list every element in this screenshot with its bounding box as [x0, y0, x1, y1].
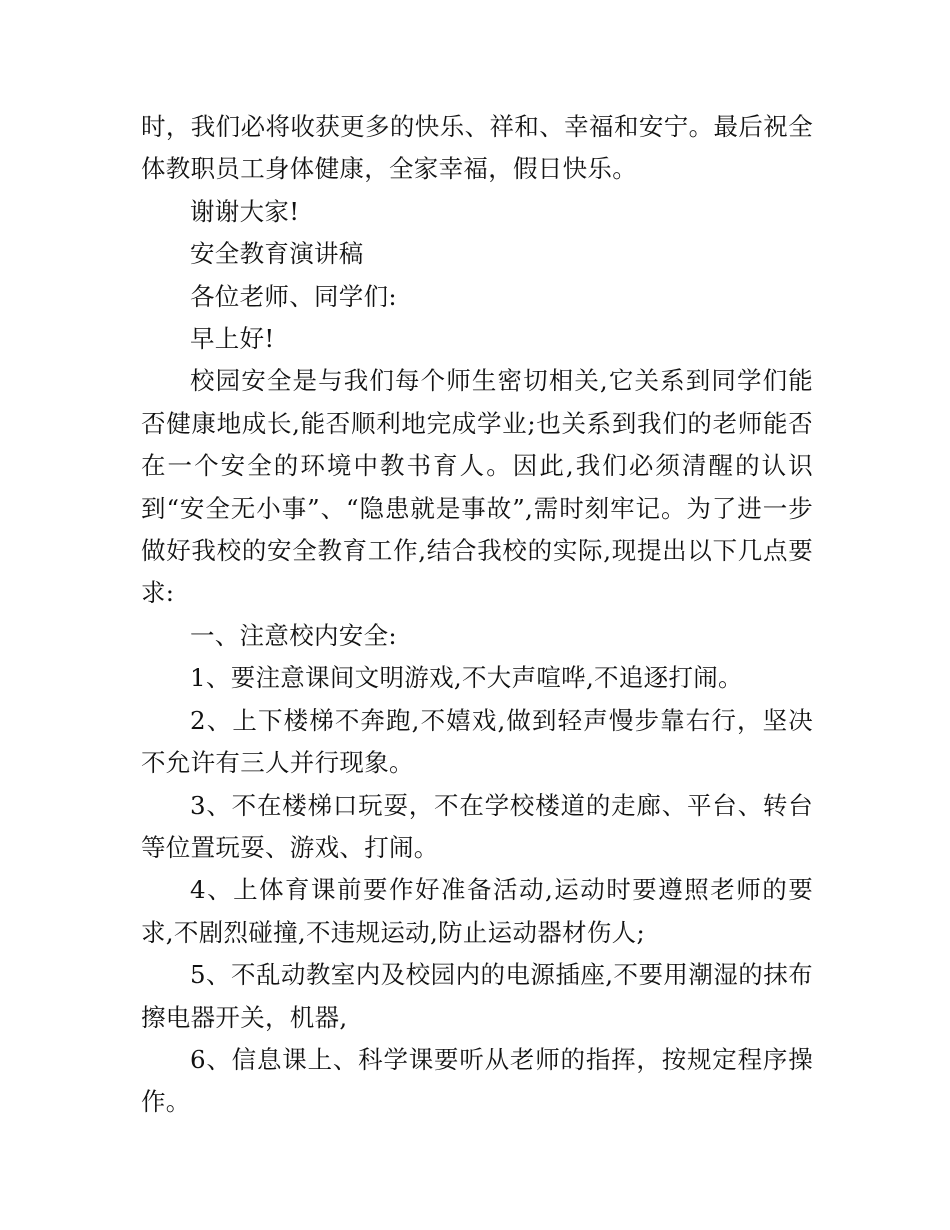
section-title: 安全教育演讲稿 [190, 239, 364, 269]
list-item-5: 5、不乱动教室内及校园内的电源插座,不要用潮湿的抹布擦电器开关，机器, [141, 960, 813, 1032]
paragraph-salutation: 各位老师、同学们: [190, 281, 397, 311]
paragraph-closing-wishes: 时，我们必将收获更多的快乐、祥和、幸福和安宁。最后祝全体教职员工身体健康，全家幸福，假日快乐。 [141, 112, 813, 184]
list-item-6: 6、信息课上、科学课要听从老师的指挥，按规定程序操作。 [141, 1044, 813, 1117]
list-item-3: 3、不在楼梯口玩耍，不在学校楼道的走廊、平台、转台等位置玩耍、游戏、打闹。 [141, 790, 813, 862]
list-item-1: 1、要注意课间文明游戏,不大声喧哗,不追逐打闹。 [190, 663, 743, 693]
paragraph-greeting: 早上好! [190, 324, 275, 354]
paragraph-intro: 校园安全是与我们每个师生密切相关,它关系到同学们能否健康地成长,能否顺利地完成学业;也关系到我们的老师能否在一个安全的环境中教书育人。因此,我们必须清醒的认识到“安全无小事”、“隐患就是事故”,需时刻牢记。为了进一步做好我校的安全教育工作,结合我校的实际,现提出以下几点要求: [141, 366, 813, 608]
list-item-2: 2、上下楼梯不奔跑,不嬉戏,做到轻声慢步靠右行，坚决不允许有三人并行现象。 [141, 705, 813, 778]
document-page [141, 106, 813, 1124]
list-item-4: 4、上体育课前要作好准备活动,运动时要遵照老师的要求,不剧烈碰撞,不违规运动,防止运动器材伤人; [141, 875, 813, 947]
paragraph-heading-campus-safety: 一、注意校内安全: [190, 620, 397, 650]
paragraph-thanks: 谢谢大家! [190, 196, 300, 226]
